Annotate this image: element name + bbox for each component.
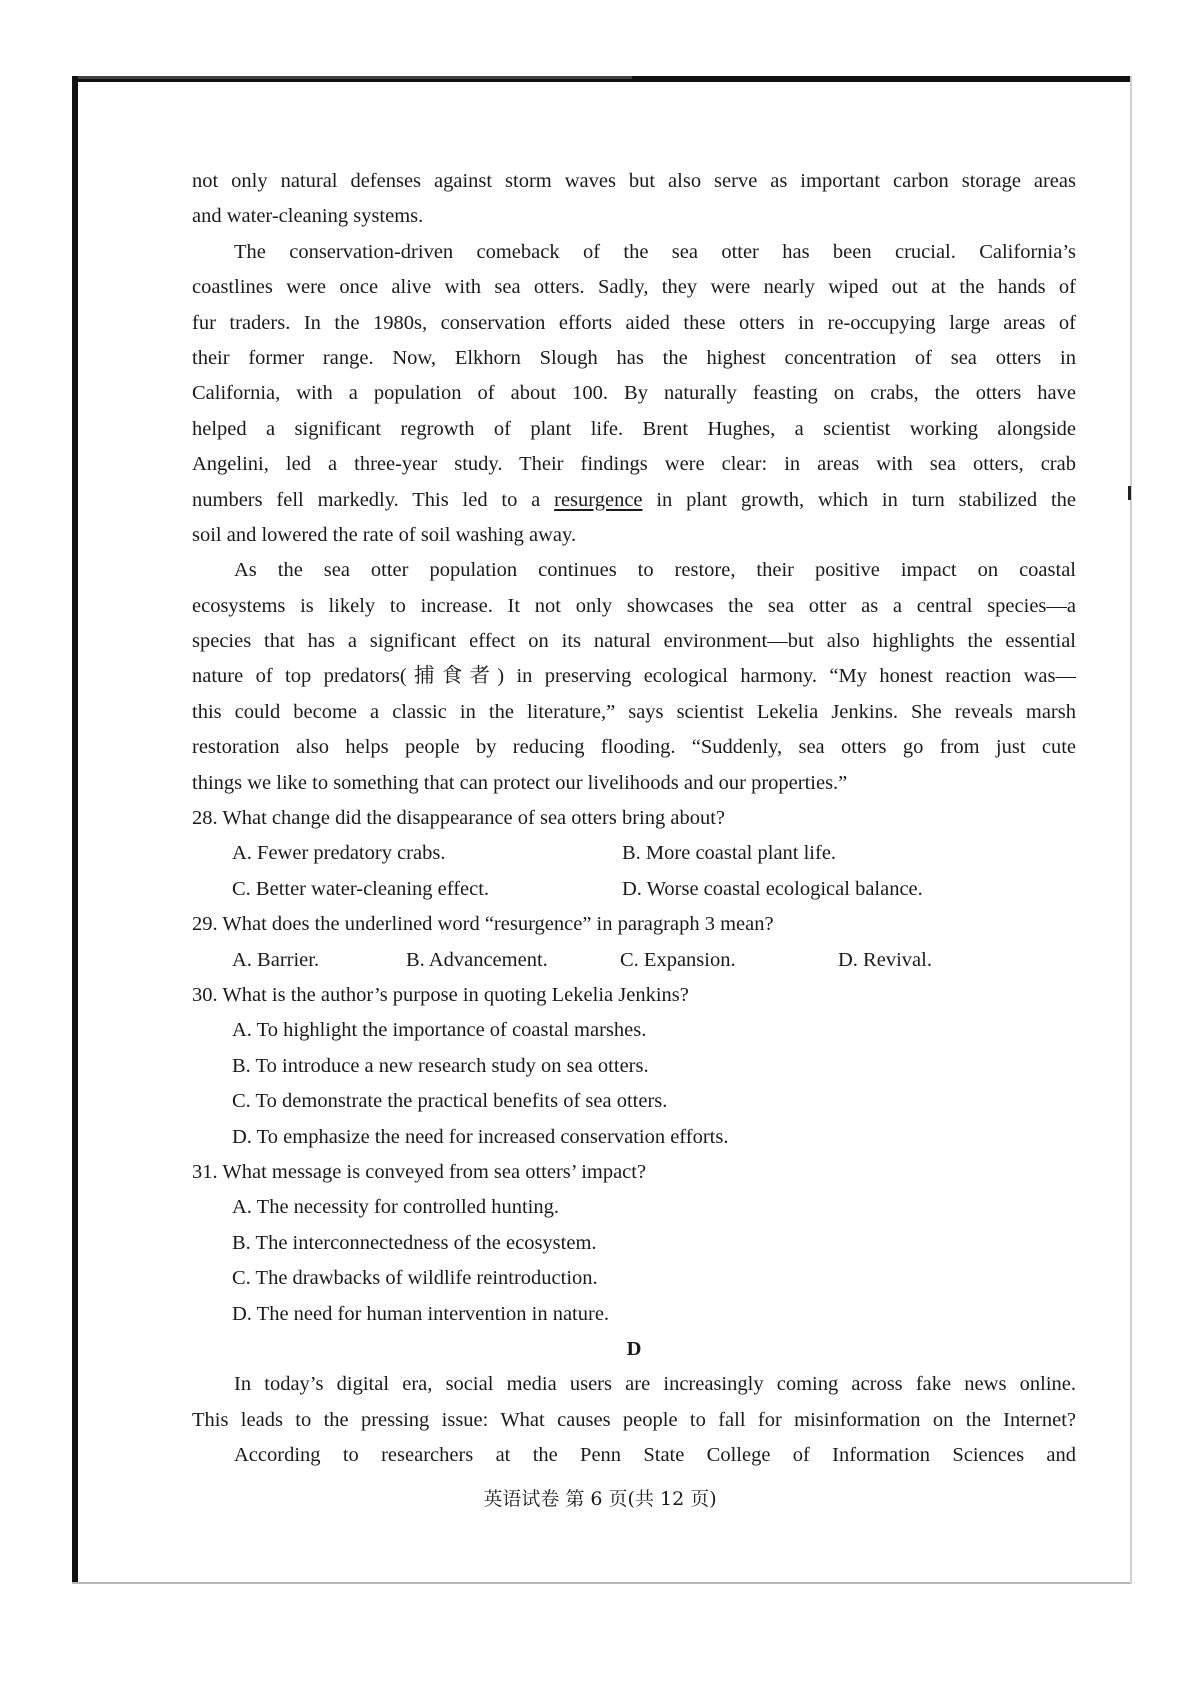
text-line: In today’s digital era, social media users are increasingly coming across fake news online.: [234, 1373, 1076, 1396]
question-stem: 31. What message is conveyed from sea otters’ impact?: [192, 1160, 647, 1183]
page-frame-bottom: [72, 1582, 1132, 1584]
option-a: A. Fewer predatory crabs.: [232, 842, 446, 865]
page-frame-top-shade: [72, 76, 632, 79]
text-line: Angelini, led a three-year study. Their findings were clear: in areas with sea otters, crab: [192, 453, 1076, 476]
text-line: California, with a population of about 100. By naturally feasting on crabs, the otters have: [192, 382, 1076, 405]
question-28: [192, 801, 1076, 907]
underlined-word: resurgence: [554, 488, 643, 511]
passage-c-paragraph-1: [192, 164, 1076, 235]
text-line: As the sea otter population continues to restore, their positive impact on coastal: [234, 559, 1076, 582]
text-line-with-underline: [192, 483, 1076, 518]
option-d: D. Worse coastal ecological balance.: [622, 877, 923, 900]
option-b: B. The interconnectedness of the ecosystem.: [232, 1231, 597, 1254]
text-line: ecosystems is likely to increase. It not only showcases the sea otter as a central species—a: [192, 594, 1076, 617]
page-frame-left: [72, 76, 78, 1584]
option-b: B. More coastal plant life.: [622, 842, 837, 865]
option-d: D. Revival.: [838, 948, 932, 971]
question-30: [192, 978, 1076, 1155]
question-stem: 29. What does the underlined word “resurgence” in paragraph 3 mean?: [192, 913, 774, 936]
text-line: According to researchers at the Penn State College of Information Sciences and: [234, 1444, 1076, 1467]
option-b: B. To introduce a new research study on sea otters.: [232, 1054, 649, 1077]
option-c: C. Better water-cleaning effect.: [232, 877, 490, 900]
passage-c-paragraph-2: [192, 235, 1076, 554]
text-line: The conservation-driven comeback of the sea otter has been crucial. California’s: [234, 240, 1076, 263]
text-line: and water-cleaning systems.: [192, 205, 424, 228]
text-line: coastlines were once alive with sea otters. Sadly, they were nearly wiped out at the hands of: [192, 276, 1076, 299]
question-stem: 28. What change did the disappearance of sea otters bring about?: [192, 807, 725, 830]
option-d: D. The need for human intervention in nature.: [232, 1302, 610, 1325]
passage-d: [192, 1367, 1076, 1473]
text-line: not only natural defenses against storm waves but also serve as important carbon storage areas: [192, 170, 1076, 192]
option-a: A. To highlight the importance of coastal marshes.: [232, 1019, 647, 1042]
page-frame-right: [1130, 76, 1132, 1584]
option-row: [192, 872, 1076, 907]
option-b: B. Advancement.: [406, 948, 548, 971]
text-line: This leads to the pressing issue: What causes people to fall for misinformation on the Internet?: [192, 1408, 1076, 1431]
text-line: soil and lowered the rate of soil washing away.: [192, 523, 577, 546]
text-segment: in plant growth, which in turn stabilized the: [642, 488, 1076, 511]
option-a: A. The necessity for controlled hunting.: [232, 1196, 559, 1219]
text-line: things we like to something that can protect our livelihoods and our properties.”: [192, 771, 848, 794]
question-31: [192, 1155, 1076, 1332]
text-line: species that has a significant effect on its natural environment—but also highlights the essential: [192, 630, 1076, 653]
option-c: C. The drawbacks of wildlife reintroduction.: [232, 1267, 598, 1290]
text-line: nature of top predators(捕食者) in preserving ecological harmony. “My honest reaction was—: [192, 665, 1076, 688]
text-line: restoration also helps people by reducing flooding. “Suddenly, sea otters go from just cute: [192, 736, 1076, 759]
page-footer: 英语试卷 第 6 页(共 12 页): [483, 1488, 717, 1510]
option-row: [192, 836, 1076, 871]
option-a: A. Barrier.: [232, 948, 320, 971]
question-stem: 30. What is the author’s purpose in quoting Lekelia Jenkins?: [192, 983, 689, 1006]
option-c: C. To demonstrate the practical benefits of sea otters.: [232, 1090, 668, 1113]
text-line: this could become a classic in the literature,” says scientist Lekelia Jenkins. She reveals marsh: [192, 700, 1076, 723]
passage-c-paragraph-3: [192, 553, 1076, 801]
option-d: D. To emphasize the need for increased conservation efforts.: [232, 1125, 729, 1148]
option-c: C. Expansion.: [620, 948, 736, 971]
question-29: [192, 907, 1076, 978]
text-line: helped a significant regrowth of plant life. Brent Hughes, a scientist working alongside: [192, 417, 1076, 440]
option-row: [192, 943, 1076, 978]
exam-page-content: [192, 164, 1076, 1473]
section-heading-d: D: [626, 1337, 642, 1360]
text-segment: numbers fell markedly. This led to a: [192, 488, 555, 511]
scan-edge-mark: [1128, 486, 1131, 500]
text-line: their former range. Now, Elkhorn Slough has the highest concentration of sea otters in: [192, 346, 1076, 369]
text-line: fur traders. In the 1980s, conservation efforts aided these otters in re-occupying large areas of: [192, 311, 1076, 334]
